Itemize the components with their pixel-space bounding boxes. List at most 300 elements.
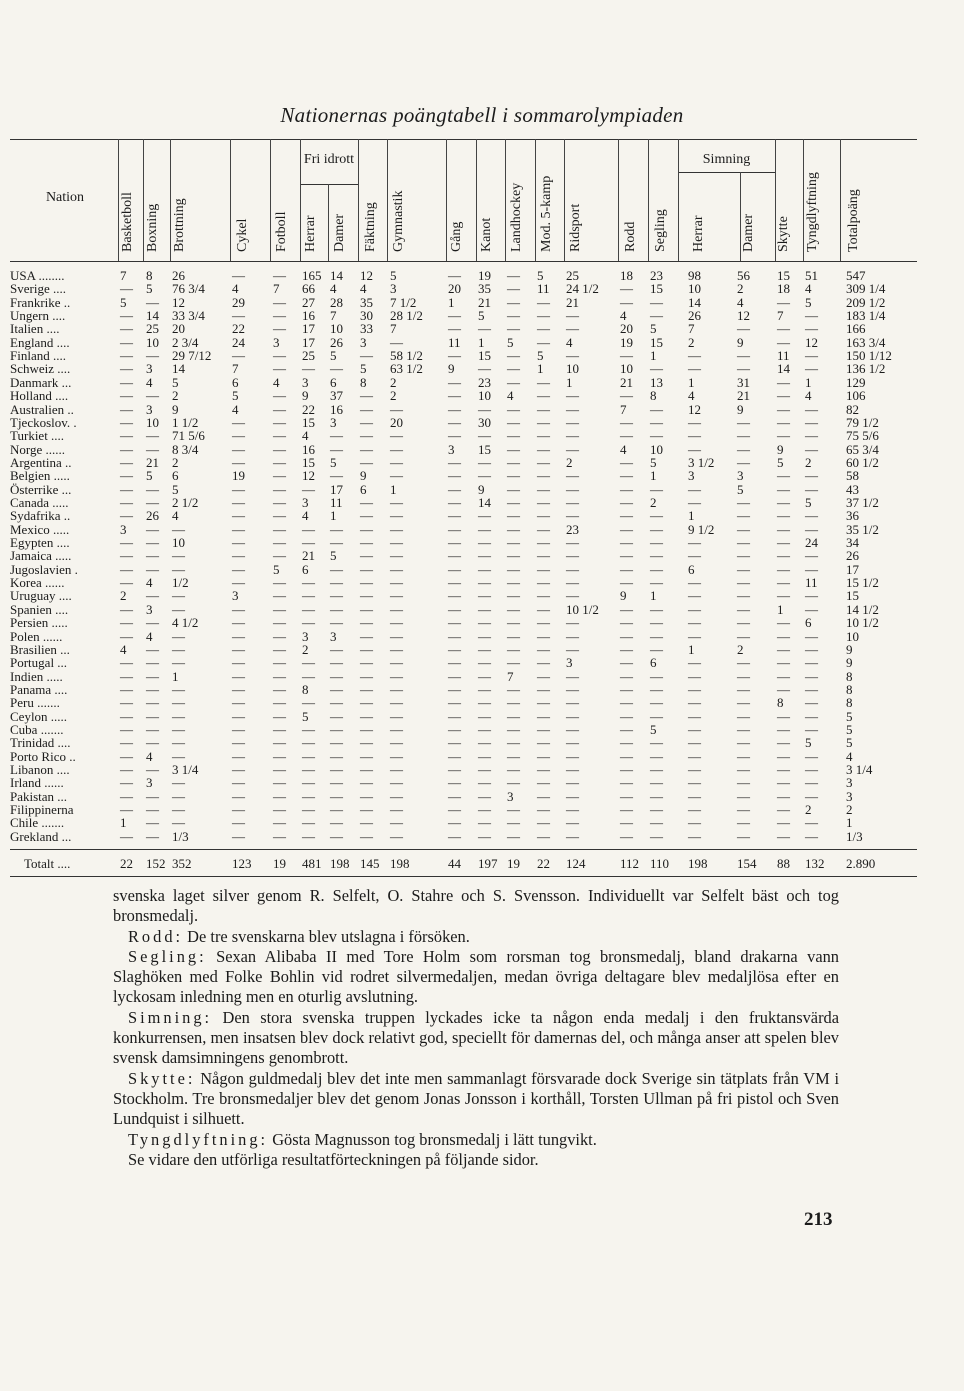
table-cell: — [737,721,750,737]
table-cell: 1 [478,334,485,350]
table-cell: — [448,494,461,510]
table-cell: — [120,481,133,497]
table-cell: 8 [846,695,853,711]
table-cell: 21 [620,374,633,390]
table-cell: — [172,748,185,764]
table-cell: — [302,828,315,844]
table-cell: — [507,414,520,430]
table-cell: — [330,815,343,831]
table-cell: — [620,535,633,550]
table-cell: — [448,268,461,283]
table-cell: — [273,441,286,457]
table-cell: — [120,281,133,297]
table-cell: — [478,802,491,817]
body-text [113,886,839,1170]
table-cell: — [120,494,133,510]
table-cell: 35 1/2 [846,521,879,537]
table-cell: — [146,441,159,457]
table-cell: 43 [846,481,859,497]
table-cell: — [805,708,818,724]
label-skytte: Skytte: [128,1068,196,1088]
table-cell: — [688,588,701,604]
table-cell: — [390,494,403,510]
table-cell: — [737,561,750,577]
header-divider [387,139,388,261]
table-cell: — [537,748,550,764]
table-cell: — [777,708,790,724]
table-cell: — [330,588,343,604]
table-cell: — [302,575,315,590]
nation-name: Finland .... [10,348,66,364]
table-cell: 7 1/2 [390,294,417,310]
table-cell: — [566,762,579,777]
table-cell: — [620,468,633,484]
table-cell: — [537,548,550,564]
column-header: Fotboll [274,211,289,252]
table-cell: — [172,588,185,604]
table-cell: — [805,401,818,417]
table-cell: 9 [360,468,367,484]
table-cell: 3 [360,334,367,350]
table-cell: — [120,468,133,484]
table-cell: — [232,641,245,657]
table-cell: 14 1/2 [846,601,879,617]
table-cell: — [448,561,461,577]
table-cell: — [390,735,403,751]
table-cell: — [507,481,520,497]
table-cell: — [302,655,315,671]
table-cell: 18 [777,281,790,297]
table-cell: 1 [688,508,695,524]
table-cell: — [448,615,461,631]
table-cell: — [777,468,790,484]
table-cell: — [448,588,461,604]
page-heading: Nationernas poängtabell i sommarolympiaden [280,103,684,127]
table-cell: — [650,361,663,377]
table-cell: — [688,535,701,550]
table-cell: — [146,668,159,684]
table-cell: — [146,655,159,671]
paragraph-skytte [113,1069,839,1130]
table-cell: — [805,641,818,657]
table-cell: — [330,708,343,724]
table-cell: 8 3/4 [172,441,199,457]
table-cell: — [620,428,633,444]
table-cell: — [688,655,701,671]
table-cell: — [805,695,818,711]
table-cell: 5 [360,361,367,377]
table-cell: 6 [302,561,309,577]
table-cell: 10 [172,535,185,550]
table-cell: — [537,294,550,310]
table-cell: — [566,721,579,737]
table-cell: — [273,388,286,404]
table-cell: — [737,615,750,631]
nation-name: Porto Rico .. [10,748,76,764]
table-cell: — [232,441,245,457]
table-cell: — [390,521,403,537]
table-cell: — [232,628,245,644]
table-cell: — [146,348,159,364]
table-cell: — [537,628,550,644]
table-cell: — [650,414,663,430]
table-cell: — [737,508,750,524]
table-cell: 5 [537,268,544,283]
table-cell: 37 1/2 [846,494,879,510]
table-cell: 58 [846,468,859,484]
table-cell: — [448,601,461,617]
table-cell: — [620,762,633,777]
table-cell: — [478,428,491,444]
table-cell: — [232,508,245,524]
table-cell: — [146,535,159,550]
table-cell: 3 1/4 [846,762,873,777]
nation-name: Österrike ... [10,481,72,497]
table-cell: 4 [566,334,573,350]
header-divider [476,139,477,261]
table-cell: — [448,454,461,470]
nation-name: Polen ...... [10,628,63,644]
table-cell: 26 [172,268,185,283]
table-cell: — [650,681,663,697]
table-cell: — [566,828,579,844]
table-cell: — [360,815,373,831]
table-cell: — [478,601,491,617]
column-header: Damer [741,213,756,252]
text-skytte: Någon guldmedalj blev det inte men sammanlagt försvarade dock Sverige sin tätplats från VM i Stockholm. Tre bronsmedaljer blev det genom Jonas Jonsson i korthåll, Torsten Ullman på fri pistol och Sven Lundquist i silhuett. [113,1068,839,1129]
paragraph-simning-lag: svenska laget silver genom R. Selfelt, O. Stahre och S. Svensson. Individuellt var Selfelt bäst och tog bronsmedalj. [113,886,839,926]
table-cell: 4 [302,428,309,444]
table-cell: — [330,561,343,577]
table-cell: — [507,775,520,791]
table-cell: 29 [232,294,245,310]
table-cell: — [232,735,245,751]
table-cell: 3 [688,468,695,484]
table-cell: — [507,508,520,524]
table-cell: — [566,428,579,444]
table-cell: 2 [650,494,657,510]
table-cell: — [273,681,286,697]
table-cell: — [737,414,750,430]
table-cell: 23 [566,521,579,537]
nation-name: Uruguay .... [10,588,72,604]
table-cell: 65 3/4 [846,441,879,457]
table-cell: 8 [846,668,853,684]
table-cell: 5 [777,454,784,470]
table-cell: 15 [650,334,663,350]
table-cell: — [273,575,286,590]
table-cell: — [360,628,373,644]
table-cell: — [360,668,373,684]
table-cell: — [620,601,633,617]
table-cell: 2 [120,588,127,604]
table-cell: — [273,468,286,484]
table-cell: 3 [273,334,280,350]
table-cell: — [120,548,133,564]
total-cell: 198 [688,856,708,871]
table-cell: — [360,762,373,777]
column-header: Basketboll [120,192,135,252]
nation-name: Grekland ... [10,828,72,844]
table-cell: — [120,388,133,404]
table-cell: — [620,281,633,297]
table-cell: — [172,561,185,577]
table-cell: — [507,561,520,577]
table-cell: — [537,441,550,457]
table-cell: — [507,695,520,711]
table-cell: — [360,454,373,470]
table-cell: — [273,762,286,777]
table-cell: 5 [146,281,153,297]
table-cell: 10 [146,414,159,430]
table-cell: — [566,668,579,684]
table-cell: — [777,655,790,671]
table-cell: — [620,802,633,817]
table-cell: — [120,828,133,844]
table-cell: 8 [846,681,853,697]
table-cell: — [566,508,579,524]
table-cell: — [360,601,373,617]
table-cell: — [507,428,520,444]
table-cell: 10 [650,441,663,457]
table-cell: 15 [302,414,315,430]
table-cell: — [620,294,633,310]
table-cell: — [273,641,286,657]
table-cell: — [566,308,579,324]
header-divider [328,184,329,261]
table-cell: — [566,775,579,791]
table-cell: — [507,601,520,617]
table-cell: — [273,815,286,831]
table-cell: 98 [688,268,701,283]
table-cell: 9 [172,401,179,417]
table-cell: — [172,681,185,697]
table-cell: 14 [172,361,185,377]
table-cell: — [478,521,491,537]
table-cell: — [120,655,133,671]
table-cell: — [737,588,750,604]
nation-name: Portugal ... [10,655,68,671]
nation-name: Spanien .... [10,601,69,617]
table-cell: 15 [478,348,491,364]
table-cell: — [478,508,491,524]
table-cell: 20 [172,321,185,337]
table-cell: — [478,721,491,737]
table-cell: — [566,788,579,804]
table-cell: — [478,748,491,764]
table-cell: 3 [120,521,127,537]
column-header: Gång [449,221,464,252]
table-cell: — [146,721,159,737]
table-cell: 26 [688,308,701,324]
table-cell: — [566,481,579,497]
table-cell: 1 [448,294,455,310]
table-cell: — [805,815,818,831]
table-cell: — [390,668,403,684]
column-header: Segling [653,209,668,252]
table-cell: — [737,548,750,564]
table-cell: 15 [650,281,663,297]
table-cell: — [273,655,286,671]
table-cell: — [448,374,461,390]
table-cell: — [650,615,663,631]
table-cell: — [360,494,373,510]
table-cell: 6 [172,468,179,484]
table-cell: — [360,441,373,457]
table-cell: — [507,535,520,550]
table-cell: — [620,815,633,831]
table-cell: — [360,348,373,364]
table-cell: — [146,815,159,831]
table-cell: — [650,548,663,564]
total-cell: 19 [273,856,286,871]
table-cell: — [360,388,373,404]
nation-name: Sydafrika .. [10,508,71,524]
table-cell: — [777,535,790,550]
nation-name: Italien .... [10,321,60,337]
header-divider [648,139,649,261]
table-cell: — [650,308,663,324]
table-cell: — [737,601,750,617]
table-cell: — [650,508,663,524]
table-cell: — [737,494,750,510]
table-cell: — [390,708,403,724]
header-divider [564,139,565,261]
nation-name: Persien ..... [10,615,68,631]
nation-name: USA ........ [10,268,65,283]
table-cell: — [537,401,550,417]
table-cell: — [566,681,579,697]
table-cell: 10 1/2 [846,615,879,631]
table-cell: — [448,388,461,404]
table-cell: 10 [688,281,701,297]
table-cell: 4 1/2 [172,615,199,631]
table-cell: — [620,561,633,577]
table-cell: 9 [737,401,744,417]
table-cell: — [737,628,750,644]
table-cell: 4 [620,308,627,324]
table-cell: 7 [120,268,127,283]
table-cell: — [805,561,818,577]
table-cell: — [777,628,790,644]
table-cell: — [330,775,343,791]
table-cell: 11 [805,575,818,590]
table-cell: 25 [302,348,315,364]
table-cell: — [777,815,790,831]
table-cell: 4 [688,388,695,404]
table-cell: — [172,708,185,724]
table-cell: — [566,401,579,417]
nation-name: Korea ...... [10,575,65,590]
table-cell: — [537,668,550,684]
text-rodd: De tre svenskarna blev utslagna i försöken. [183,926,470,946]
text-simning: Den stora svenska truppen lyckades icke ta någon enda medalj i den fruktansvärda konkurrensen, men insatsen blev dock relativt god, speciellt för damernas del, och många anser att spelen blev svensk damsimningens genombrott. [113,1007,839,1068]
table-cell: — [448,468,461,484]
table-cell: — [273,615,286,631]
table-cell: — [448,535,461,550]
table-cell: — [507,628,520,644]
table-cell: — [330,615,343,631]
table-cell: 129 [846,374,866,390]
table-cell: — [146,548,159,564]
table-cell: — [478,615,491,631]
table-cell: — [232,268,245,283]
table-cell: — [390,548,403,564]
table-cell: 19 [620,334,633,350]
column-header: Herrar [303,215,318,252]
table-cell: — [232,668,245,684]
table-cell: 10 [846,628,859,644]
nation-name: Norge ...... [10,441,66,457]
table-cell: — [620,615,633,631]
table-cell: — [537,428,550,444]
table-cell: — [146,788,159,804]
table-cell: — [273,802,286,817]
table-cell: — [688,762,701,777]
table-cell: — [777,575,790,590]
total-cell: 197 [478,856,498,871]
table-cell: — [390,575,403,590]
table-cell: — [537,802,550,817]
table-cell: — [302,815,315,831]
table-cell: 3 [330,414,337,430]
table-cell: — [537,695,550,711]
total-cell: 481 [302,856,322,871]
header-fri-idrott: Fri idrott [303,152,355,167]
table-cell: — [777,775,790,791]
table-cell: — [302,721,315,737]
table-cell: 4 [172,508,179,524]
column-header: Cykel [235,218,250,252]
table-cell: — [537,788,550,804]
table-cell: — [120,695,133,711]
table-cell: 26 [330,334,343,350]
table-cell: 23 [478,374,491,390]
table-cell: 4 [360,281,367,297]
table-cell: — [805,508,818,524]
table-cell: 5 [232,388,239,404]
table-cell: — [360,508,373,524]
table-cell: 5 [537,348,544,364]
table-cell: — [777,428,790,444]
table-cell: — [273,494,286,510]
table-cell: 5 [330,454,337,470]
table-cell: — [777,521,790,537]
table-cell: 4 [146,374,153,390]
table-cell: 66 [302,281,315,297]
table-cell: 7 [777,308,784,324]
table-cell: 28 1/2 [390,308,423,324]
table-cell: — [146,494,159,510]
table-cell: — [566,575,579,590]
table-cell: — [146,641,159,657]
table-cell: — [360,655,373,671]
table-cell: — [448,401,461,417]
table-cell: — [507,588,520,604]
table-cell: — [507,348,520,364]
table-cell: — [507,361,520,377]
table-cell: — [232,548,245,564]
table-cell: 3 [302,374,309,390]
table-cell: — [302,788,315,804]
table-cell: — [232,775,245,791]
table-cell: — [120,802,133,817]
table-cell: — [620,828,633,844]
table-cell: — [620,521,633,537]
table-cell: 3 [146,601,153,617]
table-cell: — [537,815,550,831]
table-cell: — [566,535,579,550]
